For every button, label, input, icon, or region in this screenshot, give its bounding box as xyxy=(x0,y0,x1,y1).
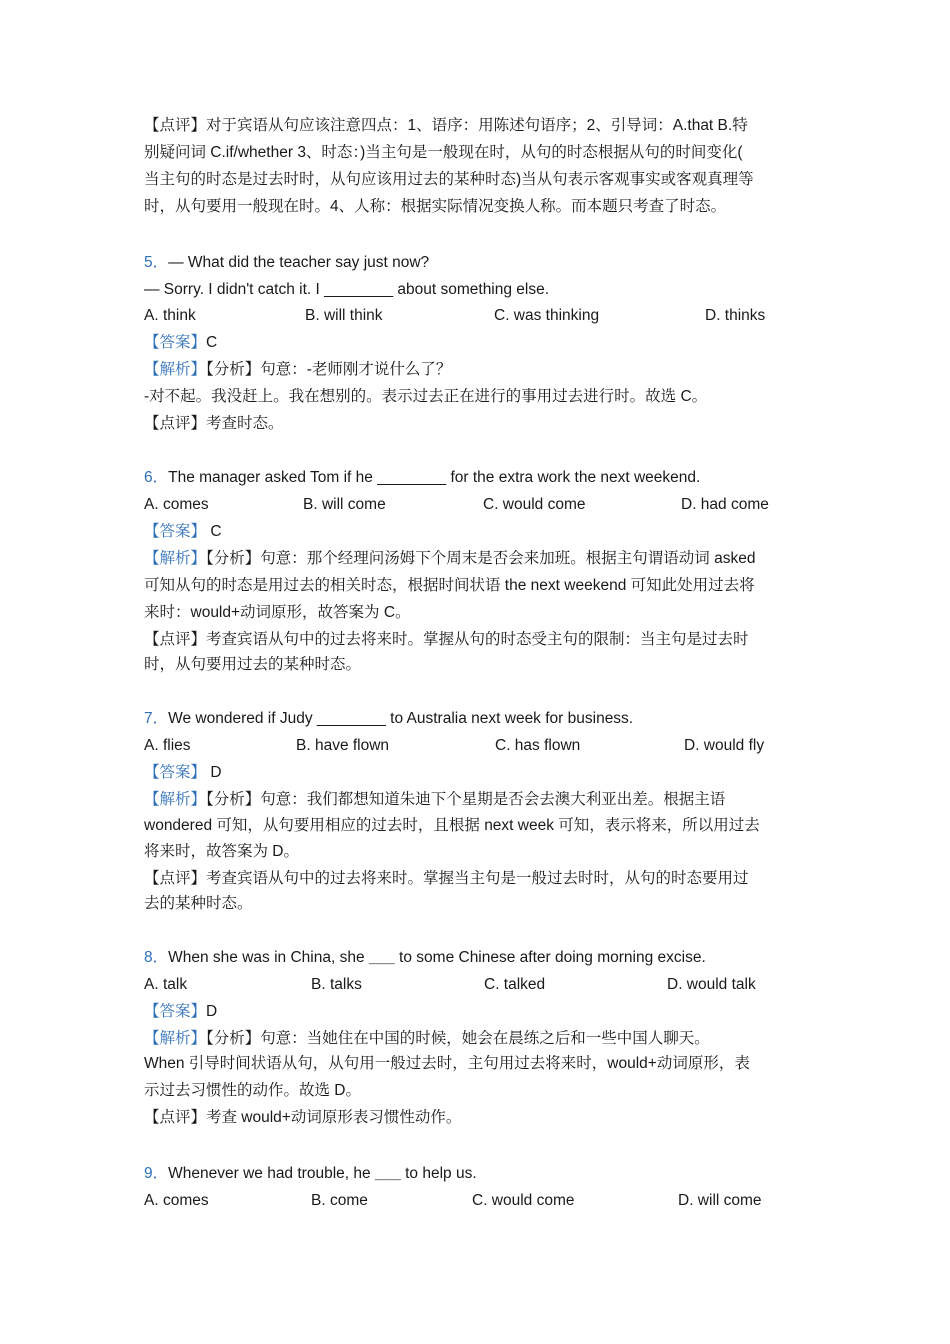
question-number: 7． xyxy=(144,710,169,727)
answer-blank: ___ xyxy=(374,1165,401,1182)
question-6-stem xyxy=(144,467,700,489)
option-d: D. had come xyxy=(681,496,769,513)
option-a: A. comes xyxy=(144,496,209,513)
question-text: — What did the teacher say just now? xyxy=(168,254,430,271)
option-a: A. think xyxy=(144,307,196,324)
analysis-tag: 【解析】 xyxy=(144,361,207,378)
analysis-tag: 【解析】 xyxy=(144,1030,207,1047)
answer-line xyxy=(144,332,217,354)
option-c: C. talked xyxy=(484,976,546,993)
answer-tag: 【答案】 xyxy=(144,764,207,781)
comment-line: 时，从句要用过去的某种时态。 xyxy=(144,656,362,673)
answer-line xyxy=(144,1001,217,1023)
comment-line: 【点评】考查 would+动词原形表习惯性动作。 xyxy=(144,1109,462,1126)
analysis-text: 【分析】句意：当她住在中国的时候，她会在晨练之后和一些中国人聊天。 xyxy=(206,1030,710,1047)
comment-line: 时，从句要用一般现在时。4、人称：根据实际情况变换人称。而本题只考查了时态。 xyxy=(144,198,727,215)
comment-line: 【点评】考查宾语从句中的过去将来时。掌握当主句是一般过去时时，从句的时态要用过 xyxy=(144,870,749,887)
answer-line xyxy=(144,521,222,543)
question-text: We wondered if Judy ________ to Australia next week for business. xyxy=(168,710,634,727)
comment-line: 当主句的时态是过去时时，从句应该用过去的某种时态)当从句表示客观事实或客观真理等 xyxy=(144,171,754,188)
analysis-line: When 引导时间状语从句，从句用一般过去时，主句用过去将来时，would+动词原形，表 xyxy=(144,1055,750,1072)
option-b: B. will think xyxy=(305,307,383,324)
option-c: C. would come xyxy=(472,1192,575,1209)
analysis-text: 【分析】句意：-老师刚才说什么了？ xyxy=(206,361,452,378)
question-text: to some Chinese after doing morning excise. xyxy=(394,949,706,966)
question-7-stem xyxy=(144,708,633,730)
option-b: B. will come xyxy=(303,496,386,513)
question-9-stem xyxy=(144,1163,477,1185)
comment-line: 【点评】考查时态。 xyxy=(144,415,284,432)
answer-value: C xyxy=(206,334,218,351)
analysis-text: 【分析】句意：我们都想知道朱迪下个星期是否会去澳大利亚出差。根据主语 xyxy=(206,791,726,808)
analysis-line xyxy=(144,1028,710,1050)
comment-line: 【点评】考查宾语从句中的过去将来时。掌握从句的时态受主句的限制：当主句是过去时 xyxy=(144,631,749,648)
option-a: A. flies xyxy=(144,737,191,754)
answer-blank: ___ xyxy=(368,949,395,966)
question-text: When she was in China, she xyxy=(168,949,369,966)
option-c: C. would come xyxy=(483,496,586,513)
analysis-line xyxy=(144,548,755,570)
question-text: to help us. xyxy=(400,1165,477,1182)
analysis-line xyxy=(144,789,725,811)
question-text: Whenever we had trouble, he xyxy=(168,1165,375,1182)
answer-tag: 【答案】 xyxy=(144,523,207,540)
answer-value: C xyxy=(206,523,222,540)
analysis-text: 【分析】句意：那个经理问汤姆下个周末是否会来加班。根据主句谓语动词 asked xyxy=(206,550,756,567)
option-c: C. was thinking xyxy=(494,307,600,324)
analysis-line: wondered 可知，从句要用相应的过去时，且根据 next week 可知，表示将来，所以用过去 xyxy=(144,817,760,834)
comment-line: 别疑问词 C.if/whether 3、时态：)当主句是一般现在时，从句的时态根据从句的时间变化( xyxy=(144,144,743,161)
answer-tag: 【答案】 xyxy=(144,1003,207,1020)
question-number: 9． xyxy=(144,1165,169,1182)
question-number: 8． xyxy=(144,949,169,966)
analysis-tag: 【解析】 xyxy=(144,550,207,567)
answer-value: D xyxy=(206,764,222,781)
question-number: 5． xyxy=(144,254,169,271)
analysis-line: 可知从句的时态是用过去的相关时态，根据时间状语 the next weekend 可知此处用过去将 xyxy=(144,577,755,594)
option-d: D. thinks xyxy=(705,307,766,324)
option-a: A. comes xyxy=(144,1192,209,1209)
option-b: B. come xyxy=(311,1192,368,1209)
question-number: 6． xyxy=(144,469,169,486)
question-8-stem xyxy=(144,947,706,969)
option-b: B. have flown xyxy=(296,737,390,754)
analysis-line: 示过去习惯性的动作。故选 D。 xyxy=(144,1082,362,1099)
analysis-line xyxy=(144,359,451,381)
question-5-stem-line2: — Sorry. I didn't catch it. I ________ about something else. xyxy=(144,281,550,298)
analysis-line: 将来时，故答案为 D。 xyxy=(144,843,300,860)
comment-line: 去的某种时态。 xyxy=(144,895,253,912)
option-d: D. would talk xyxy=(667,976,756,993)
option-c: C. has flown xyxy=(495,737,581,754)
option-d: D. would fly xyxy=(684,737,765,754)
option-a: A. talk xyxy=(144,976,188,993)
answer-line xyxy=(144,762,222,784)
option-b: B. talks xyxy=(311,976,362,993)
option-d: D. will come xyxy=(678,1192,762,1209)
comment-line: 【点评】对于宾语从句应该注意四点：1、语序：用陈述句语序；2、引导词：A.that B.特 xyxy=(144,117,748,134)
analysis-tag: 【解析】 xyxy=(144,791,207,808)
question-text: The manager asked Tom if he ________ for the extra work the next weekend. xyxy=(168,469,701,486)
answer-tag: 【答案】 xyxy=(144,334,207,351)
question-5-stem xyxy=(144,252,429,274)
analysis-line: -对不起。我没赶上。我在想别的。表示过去正在进行的事用过去进行时。故选 C。 xyxy=(144,388,708,405)
answer-value: D xyxy=(206,1003,218,1020)
analysis-line: 来时：would+动词原形，故答案为 C。 xyxy=(144,604,411,621)
